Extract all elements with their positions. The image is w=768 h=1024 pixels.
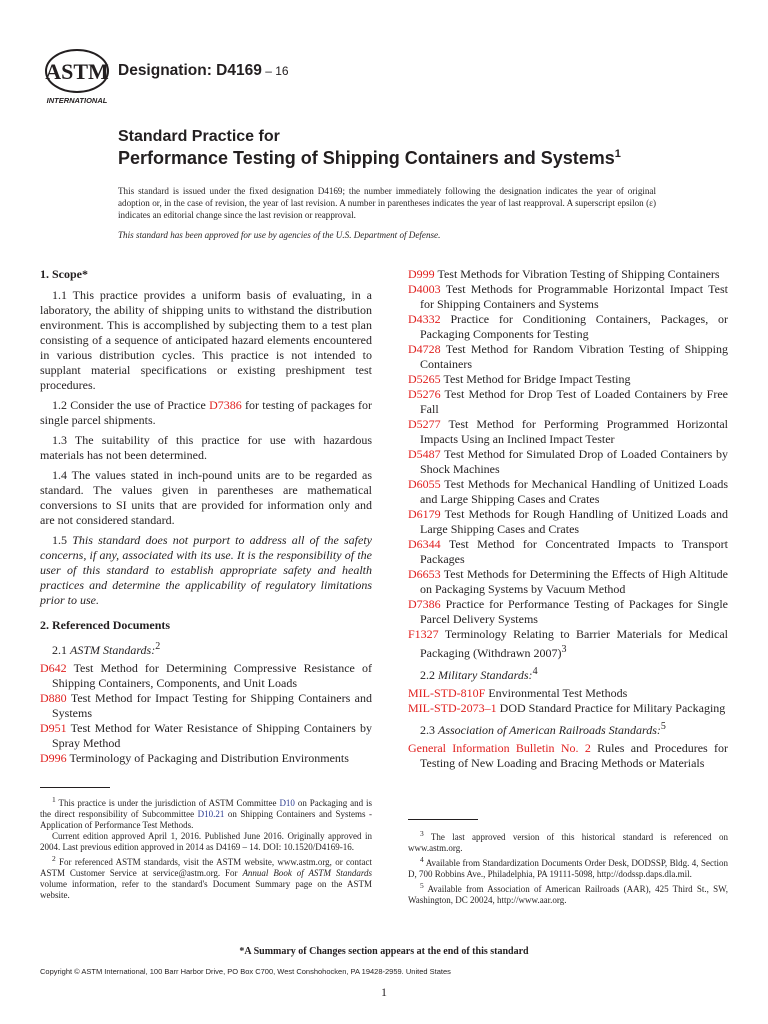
standard-title: Practice for Conditioning Containers, Packages, or Packaging Components for Testing — [420, 312, 728, 341]
reference-item — [408, 312, 728, 342]
subcommittee-d10-21-link[interactable]: D10.21 — [197, 809, 225, 819]
standard-title: Test Method for Simulated Drop of Loaded Containers by Shock Machines — [420, 447, 728, 476]
standard-code-link[interactable]: F1327 — [408, 627, 439, 641]
footnote-5 — [408, 880, 728, 906]
standard-code-link[interactable]: D951 — [40, 721, 67, 735]
title-footnote-mark: 1 — [614, 148, 621, 160]
standard-code-link[interactable]: D880 — [40, 691, 67, 705]
scope-1-2 — [40, 398, 372, 428]
scope-1-4: 1.4 The values stated in inch-pound units are to be regarded as standard. The values given in parentheses are mathematical conversions to SI units that are provided for information only and are not considered standard. — [40, 468, 372, 527]
military-reference-item — [408, 701, 728, 716]
footnote-1 — [40, 794, 372, 831]
astm-standards-label — [40, 639, 372, 658]
reference-item — [40, 751, 372, 766]
standard-title: Test Method for Water Resistance of Shipping Containers by Spray Method — [52, 721, 372, 750]
standard-title: DOD Standard Practice for Military Packaging — [496, 701, 726, 715]
standard-code-link[interactable]: D4332 — [408, 312, 441, 326]
aar-label: Association of American Railroads Standards: — [438, 723, 661, 737]
standard-code-link[interactable]: D4003 — [408, 282, 441, 296]
reference-item — [408, 597, 728, 627]
page-number: 1 — [381, 985, 387, 999]
fn1-sup: 1 — [52, 795, 56, 804]
document-title: Performance Testing of Shipping Containers and Systems — [118, 148, 615, 168]
fn5-text: Available from Association of American Railroads (AAR), 425 Third St., SW, Washington, DC 20024, http://www.aar.org. — [408, 884, 728, 905]
standard-title: Rules and Procedures for Testing of New Loading and Bracing Methods or Materials — [420, 741, 728, 770]
copyright: Copyright © ASTM International, 100 Barr Harbor Drive, PO Box C700, West Conshohocken, PA 19428-2959. United States — [40, 967, 451, 976]
footnote-1-edition: Current edition approved April 1, 2016. Published June 2016. Originally approved in 2004. Last previous edition approved in 2014 as D4169 – 14. DOI: 10.1520/D4169-16. — [40, 831, 372, 852]
withdrawn-note: (Withdrawn 2007) — [470, 646, 562, 660]
astm-logo-mark — [44, 48, 110, 106]
standard-code-link[interactable]: D6653 — [408, 567, 441, 581]
fn2-b: volume information, refer to the standard's Document Summary page on the ASTM website. — [40, 879, 372, 900]
standard-title: Test Method for Bridge Impact Testing — [440, 372, 631, 386]
logo-text: ASTM — [45, 59, 109, 84]
reference-item — [408, 342, 728, 372]
safety-caveat: This standard does not purport to address all of the safety concerns, if any, associated with its use. It is the responsibility of the user of this standard to establish appropriate safety and health practices and determine the applicability of regulatory limitations prior to use. — [40, 533, 372, 607]
designation-label: Designation: D4169 — [118, 62, 262, 79]
standard-title: Environmental Test Methods — [485, 686, 628, 700]
reference-list-left — [40, 661, 372, 766]
astm-label: ASTM Standards: — [70, 643, 156, 657]
scope-d7386-link[interactable]: D7386 — [209, 398, 242, 412]
footnotes-right — [408, 828, 728, 906]
preamble: This standard is issued under the fixed designation D4169; the number immediately following the designation indicates the year of original adoption or, in the case of revision, the year of last revision. A number in parentheses indicates the year of last reapproval. A superscript epsilon (ε) indicates an editorial change since the last revision or reapproval. — [118, 186, 656, 220]
footnote-mark: 3 — [561, 644, 567, 655]
refdocs-heading: 2. Referenced Documents — [40, 618, 171, 632]
standard-code-link[interactable]: D5265 — [408, 372, 441, 386]
summary-of-changes-note: *A Summary of Changes section appears at the end of this standard — [239, 946, 529, 957]
standard-title: Terminology Relating to Barrier Materials for Medical Packaging — [420, 627, 728, 660]
aar-standards-label — [408, 719, 728, 738]
fn1-a: This practice is under the jurisdiction of ASTM Committee — [55, 798, 280, 808]
reference-item — [408, 477, 728, 507]
mil-label: Military Standards: — [438, 668, 533, 682]
fn4-text: Available from Standardization Documents Order Desk, DODSSP, Bldg. 4, Section D, 700 Robbins Ave., Philadelphia, PA 19111-5098, http://dodssp.daps.dla.mil. — [408, 858, 728, 879]
standard-code-link[interactable]: D642 — [40, 661, 67, 675]
astm-sup: 2 — [155, 641, 161, 652]
title-line-1: Standard Practice for — [118, 128, 280, 145]
reference-item — [40, 661, 372, 691]
reference-item — [408, 507, 728, 537]
scope-1-3: 1.3 The suitability of this practice for use with hazardous materials has not been determined. — [40, 433, 372, 462]
fn1-b: on Packaging and is the direct responsibility of Subcommittee — [40, 798, 372, 819]
footnote-rule-right — [408, 819, 478, 820]
mil-num: 2.2 — [420, 668, 438, 682]
standard-code-link[interactable]: MIL-STD-810F — [408, 686, 486, 700]
footnote-rule-left — [40, 787, 110, 788]
fn2-italic: Annual Book of ASTM Standards — [242, 868, 372, 878]
standard-title: Test Method for Determining Compressive Resistance of Shipping Containers, Components, and Unit Loads — [52, 661, 372, 690]
fn4-sup: 4 — [420, 855, 424, 864]
standard-title: Practice for Performance Testing of Packages for Single Parcel Delivery Systems — [420, 597, 728, 626]
standard-title: Test Methods for Mechanical Handling of Unitized Loads and Large Shipping Cases and Crates — [420, 477, 728, 506]
fn2-a: For referenced ASTM standards, visit the ASTM website, www.astm.org, or contact ASTM Customer Service at service@astm.org. For — [40, 857, 372, 878]
reference-item — [408, 537, 728, 567]
aar-reference-list — [408, 741, 728, 771]
right-column — [408, 267, 728, 771]
footnote-2 — [40, 853, 372, 901]
reference-item — [408, 567, 728, 597]
standard-code-link[interactable]: MIL-STD-2073–1 — [408, 701, 497, 715]
standard-code-link[interactable]: D6344 — [408, 537, 441, 551]
mil-sup: 4 — [532, 666, 538, 677]
standard-title: Test Method for Random Vibration Testing of Shipping Containers — [420, 342, 728, 371]
footnote-4 — [408, 854, 728, 880]
standard-title: Test Method for Performing Programmed Horizontal Impacts Using an Inclined Impact Tester — [420, 417, 728, 446]
left-column — [40, 267, 372, 766]
astm-logo — [44, 48, 110, 106]
reference-list-right — [408, 267, 728, 661]
standard-title: Test Methods for Vibration Testing of Shipping Containers — [434, 267, 720, 281]
standard-title: Test Methods for Rough Handling of Unitized Loads and Large Shipping Cases and Crates — [420, 507, 728, 536]
standard-title: Test Methods for Determining the Effects of High Altitude on Packaging Systems by Vacuum Method — [420, 567, 728, 596]
reference-item — [408, 282, 728, 312]
standard-code-link[interactable]: D996 — [40, 751, 67, 765]
standard-code-link[interactable]: General Information Bulletin No. 2 — [408, 741, 591, 755]
fn2-sup: 2 — [52, 854, 56, 863]
standard-code-link[interactable]: D5276 — [408, 387, 441, 401]
designation — [118, 62, 289, 80]
footnotes-left — [40, 794, 372, 901]
standard-code-link[interactable]: D5487 — [408, 447, 441, 461]
standard-title: Terminology of Packaging and Distribution Environments — [66, 751, 349, 765]
footnote-3 — [408, 828, 728, 854]
designation-year: – 16 — [261, 64, 289, 78]
dod-approval-note: This standard has been approved for use by agencies of the U.S. Department of Defense. — [118, 230, 441, 240]
standard-code-link[interactable]: D4728 — [408, 342, 441, 356]
standard-code-link[interactable]: D6179 — [408, 507, 441, 521]
reference-item — [40, 691, 372, 721]
reference-item — [40, 721, 372, 751]
standard-title: Test Method for Impact Testing for Shipping Containers and Systems — [52, 691, 372, 720]
scope-1-1: 1.1 This practice provides a uniform basis of evaluating, in a laboratory, the ability of shipping units to withstand the distribution environment. This is accomplished by subjecting them to a test plan consisting of a sequence of anticipated hazard elements encountered in various distribution cycles. This practice is not intended to supplant material specifications or existing preshipment test procedures. — [40, 288, 372, 392]
military-reference-item — [408, 686, 728, 701]
reference-item — [408, 372, 728, 387]
title-line-2 — [118, 148, 621, 169]
reference-item — [408, 387, 728, 417]
scope-1-5 — [40, 533, 372, 608]
logo-subtext: INTERNATIONAL — [46, 96, 108, 105]
reference-item — [408, 447, 728, 477]
aar-num: 2.3 — [420, 723, 438, 737]
standard-code-link[interactable]: D7386 — [408, 597, 441, 611]
astm-num: 2.1 — [52, 643, 70, 657]
fn5-sup: 5 — [420, 881, 424, 890]
reference-item — [408, 627, 728, 661]
military-standards-label — [408, 664, 728, 683]
scope-heading: 1. Scope* — [40, 267, 88, 281]
fn1-c: on Shipping Containers and Systems - Application of Performance Test Methods. — [40, 809, 372, 830]
aar-sup: 5 — [660, 721, 666, 732]
standard-code-link[interactable]: D5277 — [408, 417, 441, 431]
committee-d10-link[interactable]: D10 — [279, 798, 295, 808]
aar-reference-item — [408, 741, 728, 771]
fn3-sup: 3 — [420, 829, 424, 838]
scope-1-2-pre: 1.2 Consider the use of Practice — [52, 398, 210, 412]
standard-title: Test Method for Drop Test of Loaded Containers by Free Fall — [420, 387, 728, 416]
fn3-text: The last approved version of this historical standard is referenced on www.astm.org. — [408, 832, 728, 853]
scope-1-2-post: for testing of packages for single parcel shipments. — [40, 398, 372, 427]
reference-item — [408, 267, 728, 282]
reference-item — [408, 417, 728, 447]
standard-title: Test Method for Concentrated Impacts to Transport Packages — [420, 537, 728, 566]
military-reference-list — [408, 686, 728, 716]
standard-code-link[interactable]: D6055 — [408, 477, 441, 491]
standard-code-link[interactable]: D999 — [408, 267, 435, 281]
standard-title: Test Methods for Programmable Horizontal Impact Test for Shipping Containers and Systems — [420, 282, 728, 311]
scope-1-5-num: 1.5 — [52, 533, 73, 547]
